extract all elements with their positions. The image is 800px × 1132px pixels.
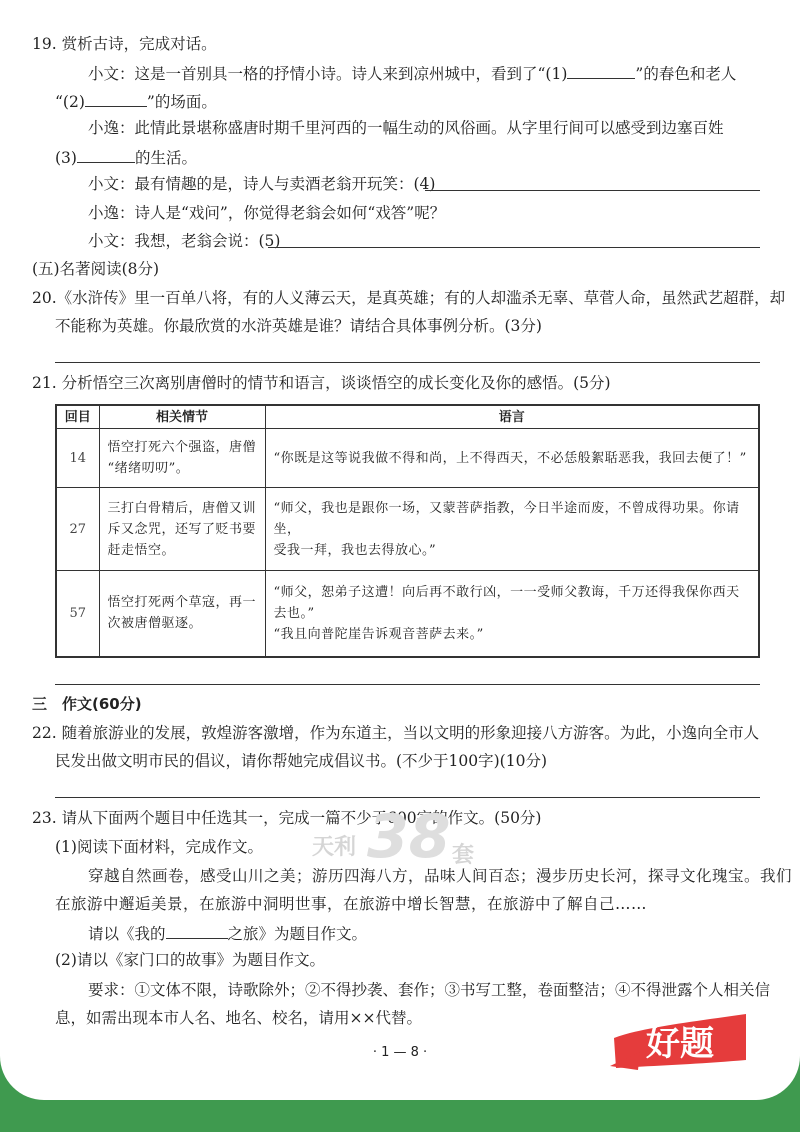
q19-answer-4[interactable]: [425, 190, 760, 191]
plot-line: 三打白骨精后，唐僧又训: [107, 500, 257, 516]
q19-line3: 小逸：此情此景堪称盛唐时期千里河西的一幅生动的风俗画。从字里行间可以感受到边塞百姓: [88, 119, 724, 137]
q23-title-1-text-b: 之旅》为题目作文。: [227, 925, 368, 943]
q19-line1: [88, 62, 736, 84]
speech-line: 受我一拜，我也去得放心。”: [273, 542, 437, 558]
q21-table: [55, 404, 760, 658]
q19-line4: [55, 146, 197, 168]
badge-text: 好题: [646, 1024, 714, 1064]
q19-answer-5[interactable]: [268, 247, 760, 248]
speech-line: “我且向普陀崖告诉观音菩萨去来。”: [273, 626, 484, 642]
q19-stem: 19. 赏析古诗，完成对话。: [32, 35, 217, 53]
q19-blank-2[interactable]: [85, 90, 147, 107]
q22-line1: 22. 随着旅游业的发展，敦煌游客激增，作为东道主，当以文明的形象迎接八方游客。为此，小逸向全市人: [32, 724, 760, 742]
q23-material-2: 在旅游中邂逅美景，在旅游中洞明世事，在旅游中增长智慧，在旅游中了解自己……: [55, 895, 648, 913]
q21-answer-line[interactable]: [55, 684, 760, 685]
table-row: [56, 488, 759, 571]
speech-line: 去也。”: [273, 605, 315, 621]
q23-requirement-2: 息，如需出现本市人名、地名、校名，请用××代替。: [55, 1009, 422, 1027]
speech-line: “你既是这等说我做不得和尚，上不得西天，不必恁般絮聒恶我，我回去便了！”: [273, 450, 747, 466]
q19-line1-text-b: ”的春色和老人: [635, 65, 737, 83]
plot-cell: [99, 488, 265, 571]
plot-line: 次被唐僧驱逐。: [107, 616, 203, 632]
q19-line5: 小文：最有情趣的是，诗人与卖酒老翁开玩笑：(4): [88, 175, 436, 193]
header-plot: 相关情节: [99, 405, 265, 429]
q19-line2-text-a: “(2): [55, 93, 85, 111]
q19-blank-3[interactable]: [77, 146, 135, 163]
header-speech: 语言: [265, 405, 759, 429]
watermark-left-text: 天利: [312, 835, 357, 860]
header-chapter: 回目: [56, 405, 99, 429]
chapter-number: 57: [56, 571, 99, 657]
plot-line: 悟空打死两个草寇，再一: [107, 595, 257, 611]
q19-line2-text-b: ”的场面。: [146, 93, 217, 111]
q23-requirement-1: 要求：①文体不限，诗歌除外；②不得抄袭、套作；③书写工整，卷面整洁；④不得泄露个人相关信: [88, 981, 771, 999]
q19-blank-1[interactable]: [567, 62, 635, 79]
watermark-logo: [312, 802, 512, 878]
chapter-number: 27: [56, 488, 99, 571]
section-3-title: 三 作文(60分): [32, 695, 142, 713]
q19-line6: 小逸：诗人是“戏问”，你觉得老翁会如何“戏答”呢？: [88, 204, 446, 222]
watermark-number: 38: [367, 802, 451, 872]
q20-answer-line[interactable]: [55, 362, 760, 363]
table-row: [56, 429, 759, 488]
q23-stem: 23. 请从下面两个题目中任选其一，完成一篇不少于600字的作文。(50分): [32, 809, 542, 827]
page-number: · 1 — 8 ·: [372, 1045, 428, 1060]
section-5-title: (五)名著阅读(8分): [32, 260, 160, 278]
table-row: [56, 571, 759, 657]
q23-prompt-1: (1)阅读下面材料，完成作文。: [55, 838, 263, 856]
q22-line2: 民发出做文明市民的倡议，请你帮她完成倡议书。(不少于100字)(10分): [55, 752, 547, 770]
speech-cell: [265, 429, 759, 488]
q19-line2: [55, 90, 217, 112]
plot-cell: [99, 571, 265, 657]
speech-cell: [265, 571, 759, 657]
q22-answer-line[interactable]: [55, 797, 760, 798]
q20-line1: 20.《水浒传》里一百单八将，有的人义薄云天，是真英雄；有的人却滥杀无辜、草菅人命，虽然武艺超群，却: [32, 289, 786, 307]
plot-line: 赶走悟空。: [107, 542, 176, 558]
q21-stem: 21. 分析悟空三次离别唐僧时的情节和语言，谈谈悟空的成长变化及你的感悟。(5分): [32, 374, 611, 392]
q23-title-1-text-a: 请以《我的: [88, 925, 166, 943]
q23-title-1: [88, 922, 367, 944]
chapter-number: 14: [56, 429, 99, 488]
q19-line1-text-a: 小文：这是一首别具一格的抒情小诗。诗人来到凉州城中，看到了“(1): [88, 65, 568, 83]
q20-line2: 不能称为英雄。你最欣赏的水浒英雄是谁？请结合具体事例分析。(3分): [55, 317, 542, 335]
good-question-badge: [610, 1008, 750, 1070]
q23-prompt-2: (2)请以《家门口的故事》为题目作文。: [55, 951, 325, 969]
q19-line7: 小文：我想，老翁会说：(5): [88, 232, 281, 250]
plot-line: “绪绪叨叨”。: [107, 461, 190, 476]
speech-cell: [265, 488, 759, 571]
plot-line: 悟空打死六个强盗，唐僧: [107, 440, 257, 455]
q23-title-blank[interactable]: [166, 922, 228, 939]
q23-material-1: 穿越自然画卷，感受山川之美；游历四海八方，品味人间百态；漫步历史长河，探寻文化瑰宝。我们: [88, 867, 793, 885]
plot-line: 斥又念咒，还写了贬书要: [107, 521, 257, 537]
table-header-row: [56, 405, 759, 429]
speech-line: “师父，恕弟子这遭！向后再不敢行凶，一一受师父教诲，千万还得我保你西天: [273, 584, 740, 600]
watermark-right-text: 套: [452, 843, 475, 868]
q19-line4-text-b: 的生活。: [134, 149, 197, 167]
q19-line4-text-a: (3): [55, 149, 77, 167]
plot-cell: [99, 429, 265, 488]
speech-line: “师父，我也是跟你一场，又蒙菩萨指教，今日半途而废，不曾成得功果。你请坐，: [273, 500, 740, 537]
